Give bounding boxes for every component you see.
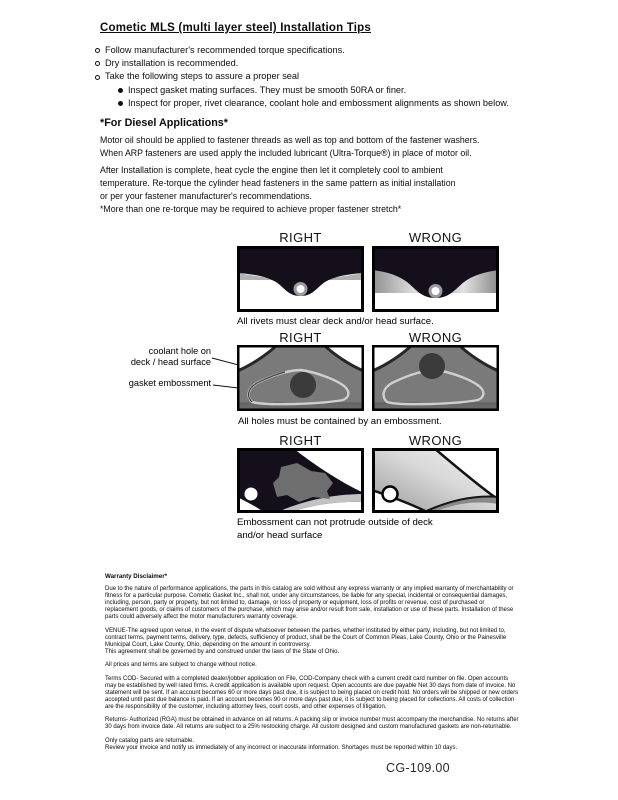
tip-text: Dry installation is recommended.	[105, 58, 239, 69]
diesel-paragraph-2	[100, 164, 456, 203]
wrong-label: WRONG	[408, 433, 463, 448]
tips-list	[95, 44, 509, 110]
diesel-paragraph-1	[100, 134, 479, 160]
right-label: RIGHT	[279, 230, 322, 245]
disclaimer-paragraph: Returns- Authorized (RGA) must be obtained in advance on all returns. A packing slip or invoice number must accompany the merchandise. No returns after 30 days from invoice date. All returns are subject to a 25% restocking charge. All custom designed and custom manufactured gaskets are non-returnable.	[105, 717, 519, 730]
embossment-containment-wrong-diagram	[372, 345, 499, 411]
rivet-clearance-right-diagram	[237, 246, 364, 312]
warranty-disclaimer	[105, 573, 519, 758]
retorque-note: *More than one re-torque may be required to achieve proper fastener stretch*	[100, 204, 402, 214]
row2-caption: All holes must be contained by an embossment.	[238, 416, 442, 427]
paragraph-line: or per your fastener manufacturer's recommendations.	[100, 191, 312, 201]
rivet-clearance-wrong-diagram	[372, 246, 499, 312]
sub-tip-text: Inspect gasket mating surfaces. They must be smooth 50RA or finer.	[128, 84, 407, 95]
right-label: RIGHT	[279, 433, 322, 448]
tip-item	[95, 57, 509, 70]
paragraph-line: Motor oil should be applied to fastener threads as well as top and bottom of the fastener washers.	[100, 135, 480, 145]
tip-text: Take the following steps to assure a proper seal	[105, 71, 300, 82]
disclaimer-paragraph: All prices and terms are subject to change without notice.	[105, 662, 257, 668]
page-title: Cometic MLS (multi layer steel) Installation Tips	[100, 22, 371, 34]
disclaimer-paragraph: This agreement shall be governed by and construed under the laws of the State of Ohio.	[105, 648, 340, 655]
paragraph-line: temperature. Re-torque the cylinder head fasteners in the same pattern as initial installation	[100, 178, 456, 188]
diesel-applications-heading: *For Diesel Applications*	[100, 117, 228, 129]
tip-item	[95, 70, 509, 83]
disclaimer-paragraph: Review your invoice and notify us immediately of any incorrect or inaccurate information. Shortages must be reported within 10 days.	[105, 744, 458, 751]
disclaimer-paragraph: Due to the nature of performance applications, the parts in this catalog are sold without any express warranty or any implied warranty of merchantability or fitness for a particular purpose. Cometic Gasket Inc., shall not, under any circumstances, be liable for any special, incidental or consequential damages, including, person, party or property, but not limited to, damage, or loss of property or equipment, loss of profits or revenue, cost of purchased or replacement goods, or claims of customers of the purchase, which may arise and/or result from sale, installation or use of these parts. Installation of these parts could adversely affect the motor manufacturers warranty coverage.	[105, 586, 514, 620]
callout-coolant-hole-label: coolant hole on deck / head surface	[130, 346, 211, 367]
catalog-page-code: CG-109.00	[386, 761, 450, 775]
warranty-disclaimer-heading: Warranty Disclaimer*	[105, 573, 168, 580]
paragraph-line: When ARP fasteners are used apply the included lubricant (Ultra-Torque®) in place of motor oil.	[100, 148, 472, 158]
embossment-containment-right-diagram	[237, 345, 364, 411]
disclaimer-paragraph: Terms COD- Secured with a completed dealer/jobber application on File, COD-Company check with a current credit card number on file. Open accounts may be established by well rated firms. A credit application is available upon request. Open accounts are due payable Net 30 days from date of invoice. No statement will be sent. If an account becomes 60 or more days past due, it is subject to being placed on credit hold. No orders will be shipped or new orders accepted until past due balance is paid. If an account becomes 90 or more days past due, it is subject to being placed for collections. All costs of collection are the responsibility of the customer, including attorney fees, court costs, and other expenses of litigation.	[105, 675, 519, 710]
filled-bullet-icon	[118, 101, 123, 106]
row3-caption: Embossment can not protrude outside of deck and/or head surface	[237, 517, 433, 541]
embossment-protrusion-right-diagram	[237, 448, 364, 513]
paragraph-line: After Installation is complete, heat cycle the engine then let it completely cool to ambient	[100, 165, 443, 175]
filled-bullet-icon	[118, 88, 123, 93]
right-label: RIGHT	[279, 330, 322, 345]
wrong-label: WRONG	[408, 230, 463, 245]
wrong-label: WRONG	[408, 330, 463, 345]
disclaimer-paragraph: VENUE-The agreed upon venue, in the event of dispute whatsoever between the parties, whether instituted by either party, including, but not limited to, contract terms, payment terms, delivery, type, defects, sufficiency of product, shall be the Court of Common Pleas, Lake County, Ohio or the Painesville Municipal Court, Lake County, Ohio, depending on the amount in controversy.	[105, 627, 507, 648]
disclaimer-paragraph: Only catalog parts are returnable.	[105, 737, 195, 744]
open-bullet-icon	[95, 61, 100, 66]
sub-tip-item	[95, 84, 509, 97]
sub-tip-item	[95, 97, 509, 110]
open-bullet-icon	[95, 48, 100, 53]
row1-caption: All rivets must clear deck and/or head surface.	[237, 316, 434, 327]
sub-tip-text: Inspect for proper, rivet clearance, coolant hole and embossment alignments as shown below.	[128, 97, 509, 108]
callout-gasket-embossment-label: gasket embossment	[128, 378, 211, 388]
tip-item	[95, 44, 509, 57]
open-bullet-icon	[95, 75, 100, 80]
tip-text: Follow manufacturer's recommended torque specifications.	[105, 45, 345, 55]
embossment-protrusion-wrong-diagram	[372, 448, 499, 513]
